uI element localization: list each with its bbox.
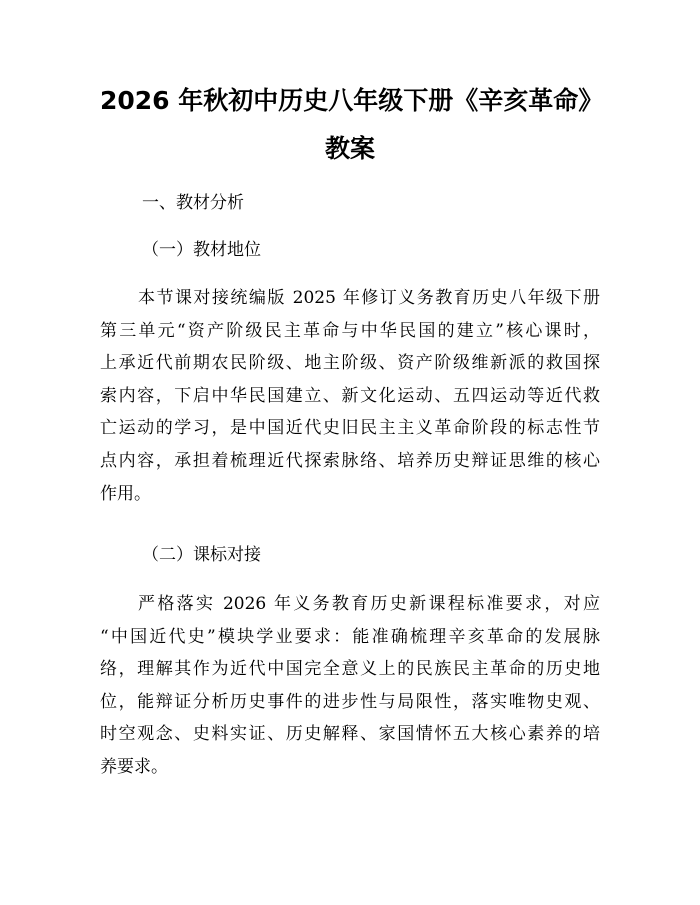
paragraph-line: 第三单元“资产阶级民主革命与中华民国的建立”核心课时， — [100, 320, 600, 341]
paragraph-line: 上承近代前期农民阶级、地主阶级、资产阶级维新派的救国探 — [100, 353, 600, 374]
paragraph-line: 位，能辩证分析历史事件的进步性与局限性，落实唯物史观、 — [100, 691, 600, 712]
paragraph-line: 严格落实 2026 年义务教育历史新课程标准要求，对应 — [138, 594, 600, 614]
paragraph-line: 作用。 — [100, 483, 151, 504]
section-heading-textbook-analysis: 一、教材分析 — [142, 193, 244, 213]
paragraph-line: 本节课对接统编版 2025 年修订义务教育历史八年级下册 — [138, 288, 600, 308]
paragraph-line: 索内容，下启中华民国建立、新文化运动、五四运动等近代救 — [100, 385, 600, 406]
paragraph-line: 络，理解其作为近代中国完全意义上的民族民主革命的历史地 — [100, 659, 600, 680]
paragraph-line: 点内容，承担着梳理近代探索脉络、培养历史辩证思维的核心 — [100, 450, 600, 471]
document-title: 2026 年秋初中历史八年级下册《辛亥革命》 — [100, 86, 604, 115]
paragraph-textbook-position — [100, 282, 600, 510]
paragraph-line: 亡运动的学习，是中国近代史旧民主主义革命阶段的标志性节 — [100, 418, 600, 439]
document-title-continued: 教案 — [324, 134, 375, 163]
subsection-heading-textbook-position: （一）教材地位 — [142, 240, 261, 260]
paragraph-line: 时空观念、史料实证、历史解释、家国情怀五大核心素养的培 — [100, 724, 600, 745]
paragraph-curriculum-alignment — [100, 588, 600, 784]
paragraph-line: “中国近代史”模块学业要求：能准确梳理辛亥革命的发展脉 — [100, 626, 600, 647]
subsection-heading-curriculum-alignment: （二）课标对接 — [142, 545, 261, 565]
paragraph-line: 养要求。 — [100, 756, 168, 777]
